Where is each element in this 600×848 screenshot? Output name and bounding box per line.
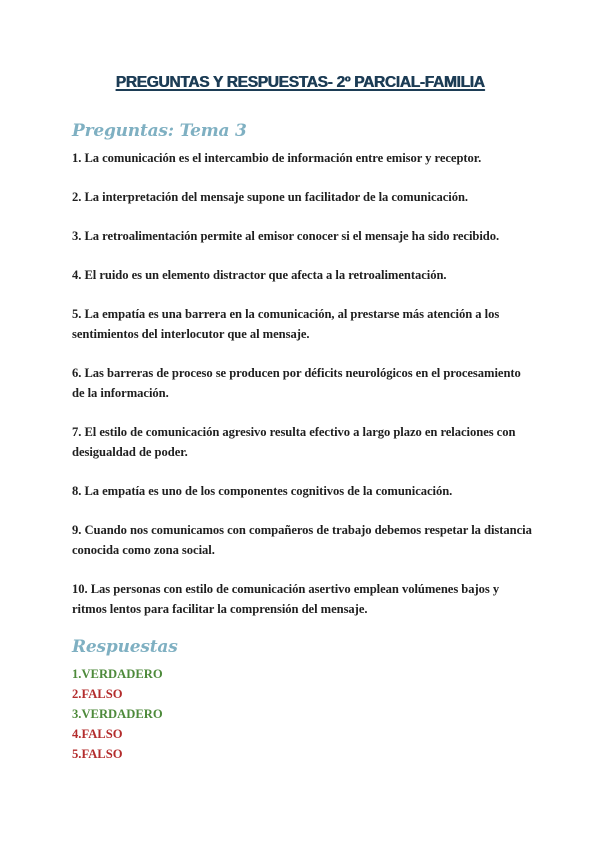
- answer-item: 1.VERDADERO: [72, 667, 163, 681]
- answer-item: 4.FALSO: [72, 727, 123, 741]
- questions-heading: Preguntas: Tema 3: [72, 121, 247, 141]
- question-item: 7. El estilo de comunicación agresivo resulta efectivo a largo plazo en relaciones con desigualdad de poder.: [72, 425, 516, 459]
- question-item: 8. La empatía es uno de los componentes cognitivos de la comunicación.: [72, 484, 453, 498]
- answers-heading: Respuestas: [72, 637, 178, 657]
- question-item: 6. Las barreras de proceso se producen por déficits neurológicos en el procesamiento de la información.: [72, 366, 521, 400]
- question-item: 3. La retroalimentación permite al emisor conocer si el mensaje ha sido recibido.: [72, 229, 500, 243]
- document-title: PREGUNTAS Y RESPUESTAS- 2º PARCIAL-FAMILIA: [115, 74, 485, 91]
- question-item: 2. La interpretación del mensaje supone un facilitador de la comunicación.: [72, 190, 469, 204]
- question-item: 5. La empatía es una barrera en la comunicación, al prestarse más atención a los sentimientos del interlocutor que al mensaje.: [72, 307, 500, 341]
- question-item: 9. Cuando nos comunicamos con compañeros de trabajo debemos respetar la distancia conocida como zona social.: [72, 523, 532, 557]
- question-item: 1. La comunicación es el intercambio de información entre emisor y receptor.: [72, 151, 482, 165]
- answer-item: 5.FALSO: [72, 747, 123, 761]
- answer-item: 3.VERDADERO: [72, 707, 163, 721]
- question-item: 10. Las personas con estilo de comunicación asertivo emplean volúmenes bajos y ritmos lentos para facilitar la comprensión del mensaje.: [72, 582, 500, 616]
- answers-list: [72, 664, 163, 764]
- answer-item: 2.FALSO: [72, 687, 123, 701]
- question-item: 4. El ruido es un elemento distractor que afecta a la retroalimentación.: [72, 268, 447, 282]
